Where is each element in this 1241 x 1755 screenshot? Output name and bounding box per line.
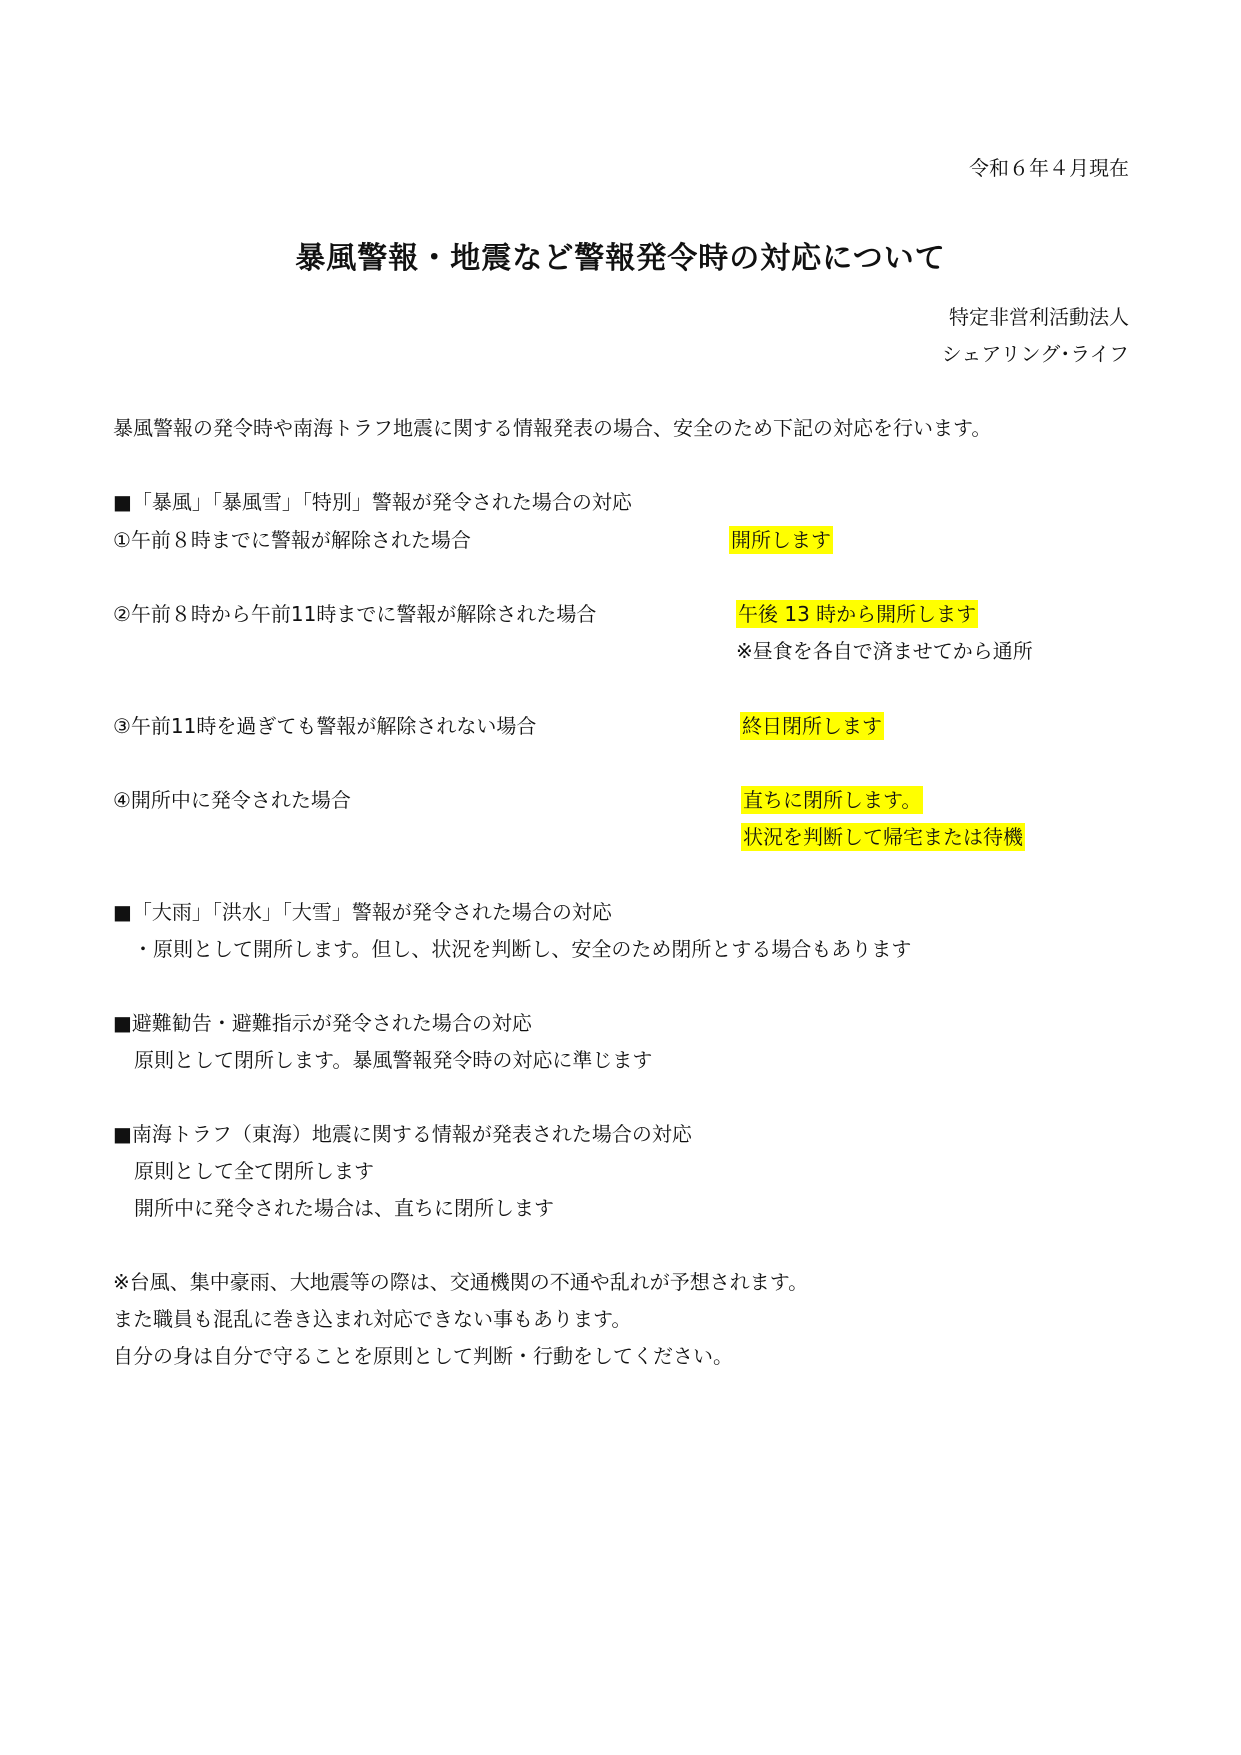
footer-note-line2: また職員も混乱に巻き込まれ対応できない事もあります。 xyxy=(113,1307,632,1331)
storm-condition-2: ②午前８時から午前11時までに警報が解除された場合 xyxy=(113,602,597,626)
date-label: 令和６年４月現在 xyxy=(969,156,1129,180)
storm-response-3: 終日閉所します xyxy=(742,714,882,738)
storm-condition-3: ③午前11時を過ぎても警報が解除されない場合 xyxy=(113,714,537,738)
storm-response-4: 直ちに閉所します。 xyxy=(743,788,922,812)
storm-condition-4: ④開所中に発令された場合 xyxy=(113,788,351,812)
rain-section-heading: ■「大雨」「洪水」「大雪」警報が発令された場合の対応 xyxy=(113,900,612,924)
quake-section-line1: 原則として全て閉所します xyxy=(134,1159,374,1183)
storm-note-2: ※昼食を各自で済ませてから通所 xyxy=(736,639,1033,663)
evac-section-body: 原則として閉所します。暴風警報発令時の対応に準じます xyxy=(134,1048,653,1072)
page-title: 暴風警報・地震など警報発令時の対応について xyxy=(295,241,946,276)
storm-response-1: 開所します xyxy=(731,528,831,552)
storm-response-4b: 状況を判断して帰宅または待機 xyxy=(743,825,1023,849)
quake-section-line2: 開所中に発令された場合は、直ちに閉所します xyxy=(134,1196,554,1220)
evac-section-heading: ■避難勧告・避難指示が発令された場合の対応 xyxy=(113,1011,532,1035)
rain-section-body: ・原則として開所します。但し、状況を判断し、安全のため閉所とする場合もあります xyxy=(133,937,912,961)
org-name-line2: シェアリング･ライフ xyxy=(941,342,1129,366)
footer-note-line1: ※台風、集中豪雨、大地震等の際は、交通機関の不通や乱れが予想されます。 xyxy=(113,1270,809,1294)
storm-section-heading: ■「暴風」「暴風雪」「特別」警報が発令された場合の対応 xyxy=(113,490,632,514)
intro-text: 暴風警報の発令時や南海トラフ地震に関する情報発表の場合、安全のため下記の対応を行います。 xyxy=(113,416,992,440)
org-name-line1: 特定非営利活動法人 xyxy=(949,305,1129,329)
quake-section-heading: ■南海トラフ（東海）地震に関する情報が発表された場合の対応 xyxy=(113,1122,692,1146)
storm-response-2: 午後 13 時から開所します xyxy=(738,602,977,626)
footer-note-line3: 自分の身は自分で守ることを原則として判断・行動をしてください。 xyxy=(113,1344,733,1368)
storm-condition-1: ①午前８時までに警報が解除された場合 xyxy=(113,528,471,552)
